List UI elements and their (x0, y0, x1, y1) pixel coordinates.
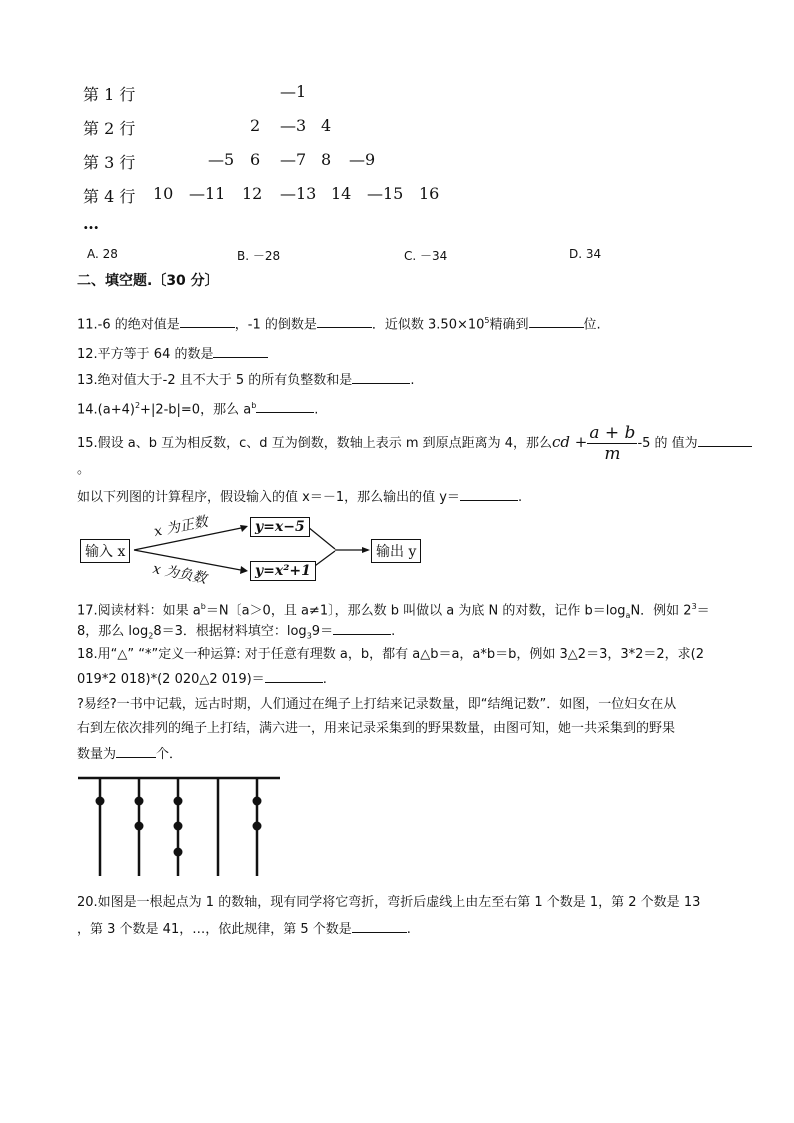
question-19-line-1 (77, 695, 676, 715)
answer-blank[interactable] (265, 668, 323, 683)
q17-subscript: 2 (148, 631, 154, 641)
row-2-label: 第 2 行 (83, 119, 136, 138)
q11-text: 位. (583, 317, 601, 333)
q14-exponent: 2 (134, 401, 141, 410)
option-a: A. 28 (87, 247, 118, 261)
q14-text: 14.(a+4) (77, 402, 135, 418)
question-18-line-2 (77, 668, 327, 690)
q17-text: 9＝ (311, 624, 334, 639)
q13-text: . (410, 373, 415, 388)
row-4-num: 12 (242, 184, 263, 203)
section-title: 二、填空题.〔30 分〕 (77, 273, 219, 289)
q12-text: 12.平方等于 64 的数是 (77, 347, 214, 362)
q17-subscript: 3 (306, 631, 312, 641)
q17-text: ＝N〔a＞0，且 a≠1〕，那么数 b 叫做以 a 为底 N 的对数，记作 b＝log (205, 603, 626, 619)
answer-blank[interactable] (352, 918, 407, 933)
question-18-line-1 (77, 645, 704, 665)
row-4-num: —11 (189, 184, 226, 203)
q17-text: N．例如 2 (630, 603, 692, 619)
option-b: B. －28 (237, 249, 281, 263)
row-2-num: 2 (250, 116, 261, 135)
answer-blank[interactable] (352, 369, 410, 384)
negative-branch-label: x 为负数 (151, 560, 208, 588)
question-19-line-3 (77, 743, 182, 765)
q14-exponent: b (251, 401, 257, 410)
question-12 (77, 343, 268, 365)
row-2-num: —3 (280, 116, 307, 135)
output-box: 输出 y (371, 539, 421, 563)
answer-blank[interactable] (317, 313, 372, 328)
negative-formula-box: y=x²+1 (250, 561, 316, 581)
positive-branch-label: x 为正数 (152, 513, 210, 541)
answer-blank[interactable] (460, 486, 518, 501)
knot (174, 848, 183, 857)
row-1-label: 第 1 行 (83, 85, 136, 104)
positive-formula-box: y=x−5 (250, 517, 310, 537)
q11-text: ．近似数 3.50×10 (371, 317, 485, 333)
q11-text: ，-1 的倒数是 (234, 317, 317, 333)
row-4-num: 10 (153, 184, 174, 203)
question-20-line-2 (77, 918, 411, 940)
question-15 (77, 423, 752, 464)
row-4-num: —13 (280, 184, 317, 203)
knot (253, 822, 262, 831)
q17-exponent: 3 (691, 602, 697, 611)
q13-text: 13.绝对值大于-2 且不大于 5 的所有负整数和是 (77, 373, 353, 388)
q18-text: 019*2 018)*(2 020△2 019)＝ (77, 672, 265, 687)
q11-exponent: 5 (484, 316, 490, 325)
row-1-num: —1 (280, 82, 307, 101)
answer-blank[interactable] (529, 313, 584, 328)
q18-text: . (322, 672, 327, 687)
q15-text: -5 的 值为 (637, 436, 698, 451)
answer-blank[interactable] (333, 620, 391, 635)
answer-blank[interactable] (256, 398, 314, 413)
q11-text: 精确到 (489, 317, 529, 333)
row-3-num: —5 (208, 150, 235, 169)
q17-exponent: b (200, 602, 206, 611)
question-20-line-1 (77, 893, 700, 913)
knotted-ropes-figure (76, 774, 286, 880)
knot (174, 822, 183, 831)
q15-continuation: 。 (77, 462, 91, 477)
option-c: C. －34 (404, 249, 448, 263)
knot (96, 797, 105, 806)
row-3-num: —9 (349, 150, 376, 169)
question-17-line-2 (77, 620, 395, 647)
question-19-line-2 (77, 719, 675, 739)
option-d: D. 34 (569, 247, 602, 261)
q15-math: cd + (552, 433, 588, 451)
answer-blank[interactable] (116, 743, 156, 758)
row-3-label: 第 3 行 (83, 153, 136, 172)
q17-text: ＝ (696, 603, 710, 619)
q16-text: 如以下列图的计算程序，假设输入的值 x＝－1，那么输出的值 y＝ (77, 490, 460, 505)
knot (135, 797, 144, 806)
q17-text: 17.阅读材料：如果 a (77, 603, 201, 619)
question-11 (77, 311, 601, 335)
q14-text: +|2-b|=0，那么 a (140, 402, 252, 418)
question-16 (77, 486, 522, 508)
row-4-num: 16 (419, 184, 440, 203)
row-4-num: —15 (367, 184, 404, 203)
q15-fraction (587, 423, 637, 464)
q19-text: 右到左依次排列的绳子上打结，满六进一，用来记录采集到的野果数量，由图可知，她一共采集到的野果 (77, 721, 676, 736)
question-14 (77, 396, 318, 420)
q18-text: 18.用“△” “*”定义一种运算: 对于任意有理数 a，b，都有 a△b＝a，a*b＝b，例如 3△2＝3，3*2＝2，求(2 (77, 647, 704, 662)
knot (253, 797, 262, 806)
q11-text: 11.-6 的绝对值是 (77, 317, 180, 333)
q20-text: 20.如图是一根起点为 1 的数轴，现有同学将它弯折，弯折后虚线上由左至右第 1 个数是 1，第 2 个数是 13 (77, 895, 701, 910)
q17-text: 8＝3．根据材料填空：log (153, 624, 307, 639)
q17-text: . (391, 624, 396, 639)
q15-text: 15.假设 a、b 互为相反数，c、d 互为倒数，数轴上表示 m 到原点距离为 4，那么 (77, 436, 553, 451)
answer-blank[interactable] (698, 432, 752, 447)
q20-text: . (406, 922, 411, 937)
fraction-denominator: m (604, 444, 621, 464)
input-box: 输入 x (80, 539, 130, 563)
q17-subscript: a (625, 610, 631, 620)
q19-text: ?易经?一书中记载，远古时期，人们通过在绳子上打结来记录数量，即“结绳记数”．如图，一位妇女在从 (77, 697, 677, 712)
q17-text: 8，那么 log (77, 624, 149, 639)
q20-text: ，第 3 个数是 41，…，依此规律，第 5 个数是 (77, 922, 352, 937)
q19-text: 个． (156, 747, 183, 762)
knot (135, 822, 144, 831)
fraction-numerator: a + b (589, 423, 636, 443)
row-4-num: 14 (331, 184, 352, 203)
row-2-num: 4 (321, 116, 332, 135)
question-13 (77, 369, 414, 391)
triangle-ellipsis: … (83, 214, 99, 233)
q19-text: 数量为 (77, 747, 117, 762)
answer-blank[interactable] (180, 313, 235, 328)
row-3-num: 6 (250, 150, 261, 169)
answer-blank[interactable] (213, 343, 268, 358)
q16-text: . (517, 490, 523, 505)
row-3-num: 8 (321, 150, 332, 169)
knot (174, 797, 183, 806)
row-3-num: —7 (280, 150, 307, 169)
row-4-label: 第 4 行 (83, 187, 136, 206)
q14-text: . (314, 402, 319, 418)
